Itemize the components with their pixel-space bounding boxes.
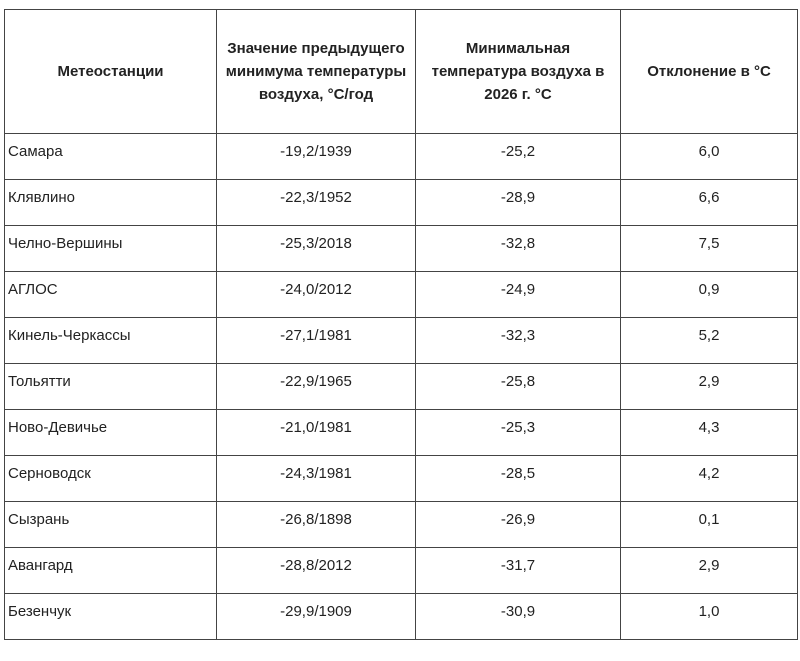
table-row: [5, 456, 798, 502]
deviation-cell: 4,2: [621, 456, 798, 502]
previous-minimum-cell: -26,8/1898: [217, 502, 416, 548]
minimum-2026-cell: -32,3: [416, 318, 621, 364]
header-previous-minimum: Значение предыдущего минимума температуры воздуха, °С/год: [217, 10, 416, 134]
station-name-cell: Кинель-Черкассы: [5, 318, 217, 364]
station-name-cell: Авангард: [5, 548, 217, 594]
minimum-2026-cell: -31,7: [416, 548, 621, 594]
minimum-2026-cell: -32,8: [416, 226, 621, 272]
minimum-2026-cell: -30,9: [416, 594, 621, 640]
minimum-2026-cell: -25,2: [416, 134, 621, 180]
minimum-2026-cell: -26,9: [416, 502, 621, 548]
table-row: [5, 548, 798, 594]
minimum-2026-cell: -28,5: [416, 456, 621, 502]
deviation-cell: 6,0: [621, 134, 798, 180]
station-name-cell: Серноводск: [5, 456, 217, 502]
previous-minimum-cell: -22,3/1952: [217, 180, 416, 226]
minimum-2026-cell: -24,9: [416, 272, 621, 318]
previous-minimum-cell: -21,0/1981: [217, 410, 416, 456]
deviation-cell: 5,2: [621, 318, 798, 364]
table-row: [5, 502, 798, 548]
table-row: [5, 272, 798, 318]
deviation-cell: 2,9: [621, 548, 798, 594]
deviation-cell: 1,0: [621, 594, 798, 640]
header-deviation: Отклонение в °С: [621, 10, 798, 134]
minimum-2026-cell: -25,8: [416, 364, 621, 410]
previous-minimum-cell: -27,1/1981: [217, 318, 416, 364]
previous-minimum-cell: -29,9/1909: [217, 594, 416, 640]
deviation-cell: 7,5: [621, 226, 798, 272]
table-row: [5, 134, 798, 180]
header-row: [5, 10, 798, 134]
deviation-cell: 0,1: [621, 502, 798, 548]
table-row: [5, 594, 798, 640]
station-name-cell: Сызрань: [5, 502, 217, 548]
station-name-cell: Самара: [5, 134, 217, 180]
header-minimum-2026: Минимальная температура воздуха в 2026 г. °С: [416, 10, 621, 134]
table-row: [5, 364, 798, 410]
table-row: [5, 410, 798, 456]
table-row: [5, 180, 798, 226]
table-body: [5, 134, 798, 640]
previous-minimum-cell: -22,9/1965: [217, 364, 416, 410]
minimum-2026-cell: -25,3: [416, 410, 621, 456]
table-row: [5, 226, 798, 272]
station-name-cell: Ново-Девичье: [5, 410, 217, 456]
deviation-cell: 0,9: [621, 272, 798, 318]
previous-minimum-cell: -24,0/2012: [217, 272, 416, 318]
station-name-cell: АГЛОС: [5, 272, 217, 318]
station-name-cell: Клявлино: [5, 180, 217, 226]
deviation-cell: 6,6: [621, 180, 798, 226]
deviation-cell: 2,9: [621, 364, 798, 410]
temperature-table: [4, 9, 798, 640]
minimum-2026-cell: -28,9: [416, 180, 621, 226]
header-stations: Метеостанции: [5, 10, 217, 134]
previous-minimum-cell: -19,2/1939: [217, 134, 416, 180]
station-name-cell: Безенчук: [5, 594, 217, 640]
station-name-cell: Челно-Вершины: [5, 226, 217, 272]
station-name-cell: Тольятти: [5, 364, 217, 410]
previous-minimum-cell: -24,3/1981: [217, 456, 416, 502]
deviation-cell: 4,3: [621, 410, 798, 456]
table-row: [5, 318, 798, 364]
previous-minimum-cell: -28,8/2012: [217, 548, 416, 594]
previous-minimum-cell: -25,3/2018: [217, 226, 416, 272]
